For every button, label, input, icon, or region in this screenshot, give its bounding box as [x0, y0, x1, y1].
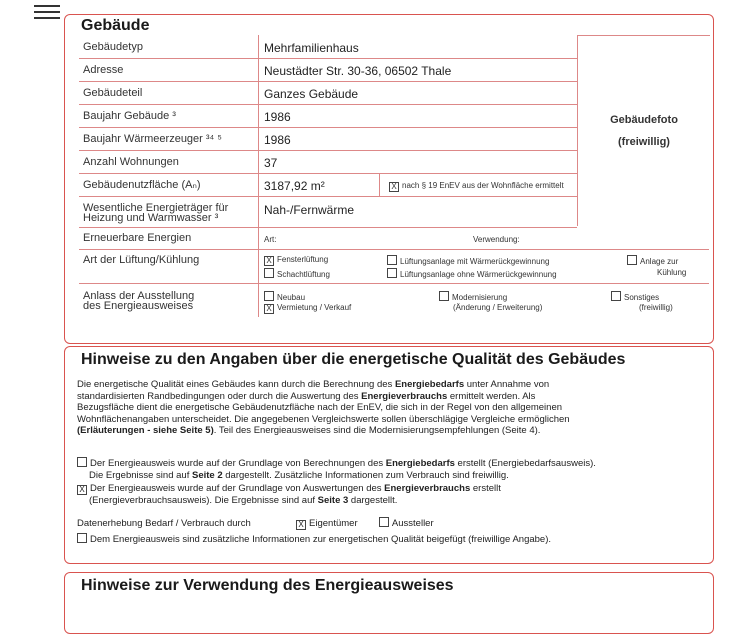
nutzflaeche-checkbox[interactable]: X [389, 182, 399, 192]
label-gebaeudeteil: Gebäudeteil [83, 87, 143, 99]
nutzflaeche-option[interactable] [389, 181, 564, 192]
verwendung-panel [64, 572, 714, 634]
option-verbrauchsausweis[interactable]: X Der Energieausweis wurde auf der Grundlage von Auswertungen des Energieverbrauchs erstellt (Energieverbrauchsausweis). Die Ergebnisse sind auf Seite 3 dargestellt. [77, 483, 707, 507]
option-schachtlueftung[interactable] [264, 268, 330, 279]
hinweise-paragraph [77, 379, 707, 437]
option-sonstiges[interactable] [611, 291, 659, 302]
hamburger-menu-icon[interactable] [34, 5, 60, 21]
eigentuemer-label: Eigentümer [309, 518, 358, 529]
value-anzahl-wohnungen: 37 [264, 156, 278, 170]
schachtlueftung-label: Schachtlüftung [277, 270, 330, 279]
label-gebaeudenutzflaeche: Gebäudenutzfläche (Aₙ) [83, 179, 201, 191]
schachtlueftung-checkbox[interactable] [264, 268, 274, 278]
row-baujahr-gebaeude [79, 104, 577, 128]
option-neubau[interactable] [264, 291, 305, 302]
aussteller-label: Aussteller [391, 518, 434, 529]
row-gebaeudeteil [79, 81, 577, 105]
value-adresse: Neustädter Str. 30-36, 06502 Thale [264, 64, 452, 78]
label-anzahl-wohnungen: Anzahl Wohnungen [83, 156, 179, 168]
option-bedarfsausweis[interactable]: Der Energieausweis wurde auf der Grundlage von Berechnungen des Energiebedarfs erstellt (Energiebedarfsausweis). Die Ergebnisse sind auf Seite 2 dargestellt. Zusätzliche Informationen zum Verbrauch sind freiwillig. [77, 457, 707, 481]
nutzflaeche-note: nach § 19 EnEV aus der Wohnfläche ermittelt [402, 181, 564, 190]
modernisierung-label-1: Modernisierung [452, 293, 508, 302]
row-energietraeger [79, 196, 577, 228]
paragraph-line-3: Bezugsfläche dient die energetische Gebäudenutzfläche nach der EnEV, die sich in der Regel von den allgemeinen [77, 402, 563, 413]
option-modernisierung[interactable] [439, 291, 507, 302]
paragraph-line-2: standardisierten Randbedingungen oder durch die Auswertung des Energieverbrauchs ermittelt werden. Als [77, 390, 536, 402]
sonstiges-label-1: Sonstiges [624, 293, 660, 302]
anlage-mit-label: Lüftungsanlage mit Wärmerückgewinnung [400, 257, 550, 266]
paragraph-line-1: Die energetische Qualität eines Gebäudes kann durch die Berechnung des Energiebedarfs unter Annahme von [77, 379, 550, 390]
label-energietraeger-2: Heizung und Warmwasser ³ [83, 212, 219, 224]
value-baujahr-waermeerzeuger: 1986 [264, 133, 291, 147]
datenerhebung-row [77, 517, 707, 530]
paragraph-line-4: Wohnflächenangaben unterscheidet. Die angegebenen Vergleichswerte sollen überschlägige Vergleiche ermöglichen [77, 413, 570, 425]
vermietung-label: Vermietung / Verkauf [277, 303, 352, 312]
option-anlage-mit[interactable] [387, 255, 549, 266]
anlage-mit-checkbox[interactable] [387, 255, 397, 265]
row-anzahl-wohnungen [79, 150, 577, 174]
verbrauchsausweis-checkbox[interactable]: X [77, 485, 87, 495]
value-gebaeudenutzflaeche: 3187,92 m² [264, 179, 325, 193]
label-anlass-1: Anlass der Ausstellung [83, 290, 195, 302]
eigentuemer-checkbox[interactable]: X [296, 520, 306, 530]
anlage-ohne-label: Lüftungsanlage ohne Wärmerückgewinnung [400, 270, 557, 279]
label-gebaeudetyp: Gebäudetyp [83, 41, 143, 53]
vermietung-checkbox[interactable]: X [264, 304, 274, 314]
label-baujahr-waermeerzeuger: Baujahr Wärmeerzeuger ³⁴ ⁵ [83, 133, 222, 145]
label-energietraeger-1: Wesentliche Energieträger für [83, 202, 229, 214]
verwendung-title: Hinweise zur Verwendung des Energieausweises [81, 577, 454, 594]
value-baujahr-gebaeude: 1986 [264, 110, 291, 124]
hinweise-panel [64, 346, 714, 564]
zusatzinfo-checkbox[interactable] [77, 533, 87, 543]
erneuerbare-art: Art: [264, 235, 277, 244]
hinweise-title: Hinweise zu den Angaben über die energetische Qualität des Gebäudes [81, 351, 626, 368]
photo-label-2: (freiwillig) [618, 136, 670, 148]
sonstiges-label-2: (freiwillig) [639, 303, 673, 312]
value-gebaeudetyp: Mehrfamilienhaus [264, 41, 359, 55]
row-erneuerbare [79, 227, 709, 250]
option-kuehlung[interactable] [627, 255, 678, 266]
label-lueftung: Art der Lüftung/Kühlung [83, 254, 200, 266]
fensterlueftung-checkbox[interactable]: X [264, 256, 274, 266]
sonstiges-checkbox[interactable] [611, 291, 621, 301]
label-erneuerbare: Erneuerbare Energien [83, 232, 192, 244]
photo-label-1: Gebäudefoto [610, 114, 678, 126]
bedarfsausweis-checkbox[interactable] [77, 457, 87, 467]
row-gebaeudenutzflaeche [79, 173, 577, 197]
zusatzinfo-label: Dem Energieausweis sind zusätzliche Informationen zur energetischen Qualität beigefügt (freiwillige Angabe). [90, 534, 552, 545]
gebaeudefoto-box [577, 35, 710, 226]
row-lueftung [79, 249, 709, 284]
option-fensterlueftung[interactable] [264, 255, 328, 266]
value-gebaeudeteil: Ganzes Gebäude [264, 87, 359, 101]
row-gebaeudetyp [79, 35, 577, 59]
erneuerbare-verwendung: Verwendung: [473, 235, 520, 244]
neubau-checkbox[interactable] [264, 291, 274, 301]
nutzflaeche-divider [379, 173, 380, 196]
kuehlung-label-2: Kühlung [657, 268, 687, 277]
label-adresse: Adresse [83, 64, 124, 76]
row-adresse [79, 58, 577, 82]
row-anlass [79, 283, 709, 317]
kuehlung-checkbox[interactable] [627, 255, 637, 265]
aussteller-checkbox[interactable] [379, 517, 389, 527]
option-zusatzinfo[interactable] [77, 533, 707, 546]
anlage-ohne-checkbox[interactable] [387, 268, 397, 278]
fensterlueftung-label: Fensterlüftung [277, 255, 329, 264]
option-vermietung[interactable] [264, 303, 351, 314]
paragraph-line-5: (Erläuterungen - siehe Seite 5). Teil des Energieausweises sind die Modernisierungsempfehlungen (Seite 4). [77, 425, 541, 436]
label-anlass-2: des Energieausweises [83, 300, 194, 312]
datenerhebung-label: Datenerhebung Bedarf / Verbrauch durch [77, 518, 251, 529]
option-aussteller[interactable] [379, 518, 434, 529]
kuehlung-label-1: Anlage zur [640, 257, 679, 266]
label-baujahr-gebaeude: Baujahr Gebäude ³ [83, 110, 176, 122]
gebaeude-panel [64, 14, 714, 344]
modernisierung-checkbox[interactable] [439, 291, 449, 301]
neubau-label: Neubau [277, 293, 306, 302]
row-baujahr-waermeerzeuger [79, 127, 577, 151]
modernisierung-label-2: (Änderung / Erweiterung) [453, 303, 543, 312]
gebaeude-title: Gebäude [81, 17, 150, 34]
option-anlage-ohne[interactable] [387, 268, 557, 279]
option-eigentuemer[interactable] [296, 518, 358, 529]
value-energietraeger: Nah-/Fernwärme [264, 203, 355, 217]
